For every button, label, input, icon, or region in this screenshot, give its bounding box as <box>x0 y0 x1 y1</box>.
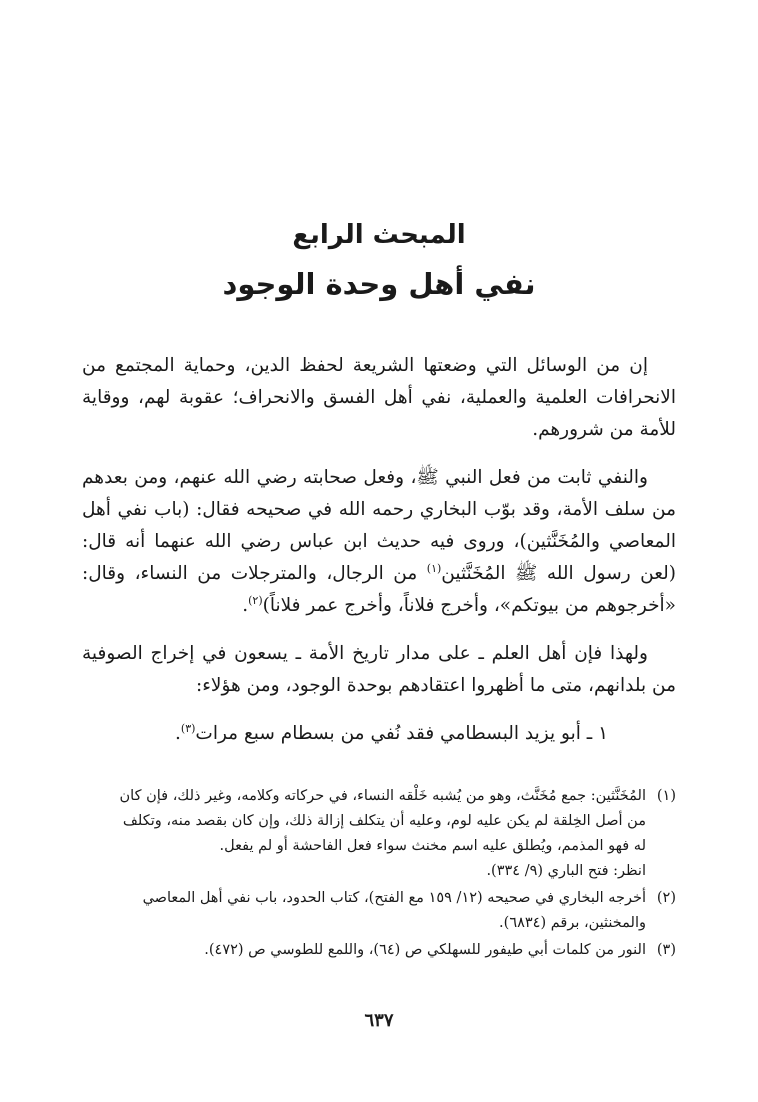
list-item <box>82 718 676 750</box>
page-title: نفي أهل وحدة الوجود <box>222 267 536 301</box>
main-text <box>82 350 676 766</box>
paragraph-2-end: . <box>242 595 249 616</box>
footnote-line: انظر: فتح الباري (٩/ ٣٣٤). <box>486 863 646 879</box>
footnote-1 <box>82 784 676 884</box>
footnote-number: (١) <box>656 788 676 804</box>
footnote-number: (٣) <box>656 942 676 958</box>
footnote-ref-3[interactable]: (٣) <box>180 721 196 735</box>
footnote-line: والمخنثين، برقم (٦٨٣٤). <box>499 915 646 931</box>
list-item-end: . <box>175 723 181 744</box>
section-heading: المبحث الرابع <box>292 220 466 250</box>
list-item-text: ١ ـ أبو يزيد البسطامي فقد نُفي من بسطام سبع مرات <box>195 723 608 744</box>
footnote-line: له فهو المذمم، ويُطلق عليه اسم مخنث سواء فعل الفاحشة أو لم يفعل. <box>219 838 646 854</box>
footnote-2 <box>82 886 676 936</box>
footnote-body <box>82 784 646 884</box>
footnote-line: المُخَنَّثين: جمع مُخَنَّث، وهو من يُشبه خَلْقه النساء، في حركاته وكلامه، وغير ذلك، فإن كان <box>119 788 646 804</box>
footnote-body <box>82 886 646 936</box>
page-number: ٦٣٧ <box>364 1010 394 1031</box>
headings <box>0 212 758 310</box>
footnote-body <box>82 938 646 963</box>
footnote-line: أخرجه البخاري في صحيحه (١٢/ ١٥٩ مع الفتح)، كتاب الحدود، باب نفي أهل المعاصي <box>142 890 646 906</box>
footnote-ref-2[interactable]: (٢) <box>248 593 263 607</box>
paragraph-2 <box>82 462 676 622</box>
footnote-ref-1[interactable]: (١) <box>426 561 442 575</box>
footnote-line: من أصل الخِلقة لم يكن عليه لوم، وعليه أن يتكلف إزالة ذلك، وإن كان بقصد منه، وتكلف <box>122 813 646 829</box>
footnote-number: (٢) <box>656 890 676 906</box>
footnote-3 <box>82 938 676 963</box>
paragraph-2-text: والنفي ثابت من فعل النبي ﷺ، وفعل صحابته رضي الله عنهم، ومن بعدهم من سلف الأمة، وقد بوّب البخاري رحمه الله في صحيحه فقال: (باب نفي أهل المعاصي والمُخَنَّثين)، وروى فيه حديث ابن عباس رضي الله عنهما أنه قال: (لعن رسول الله ﷺ المُخَنَّثين <box>82 467 676 584</box>
paragraph-1: إن من الوسائل التي وضعتها الشريعة لحفظ الدين، وحماية المجتمع من الانحرافات العلمية والعملية، نفي أهل الفسق والانحراف؛ عقوبة لهم، ووقاية للأمة من شرورهم. <box>82 355 676 440</box>
footnotes <box>82 784 676 965</box>
footnote-line: النور من كلمات أبي طيفور للسهلكي ص (٦٤)، واللمع للطوسي ص (٤٧٢). <box>204 942 646 958</box>
paragraph-2-continuation: من الرجال، والمترجلات من النساء، وقال: «أخرجوهم من بيوتكم»، وأخرج فلاناً، وأخرج عمر فلاناً) <box>82 563 676 616</box>
paragraph-3: ولهذا فإن أهل العلم ـ على مدار تاريخ الأمة ـ يسعون في إخراج الصوفية من بلدانهم، متى ما أظهروا اعتقادهم بوحدة الوجود، ومن هؤلاء: <box>82 643 676 696</box>
